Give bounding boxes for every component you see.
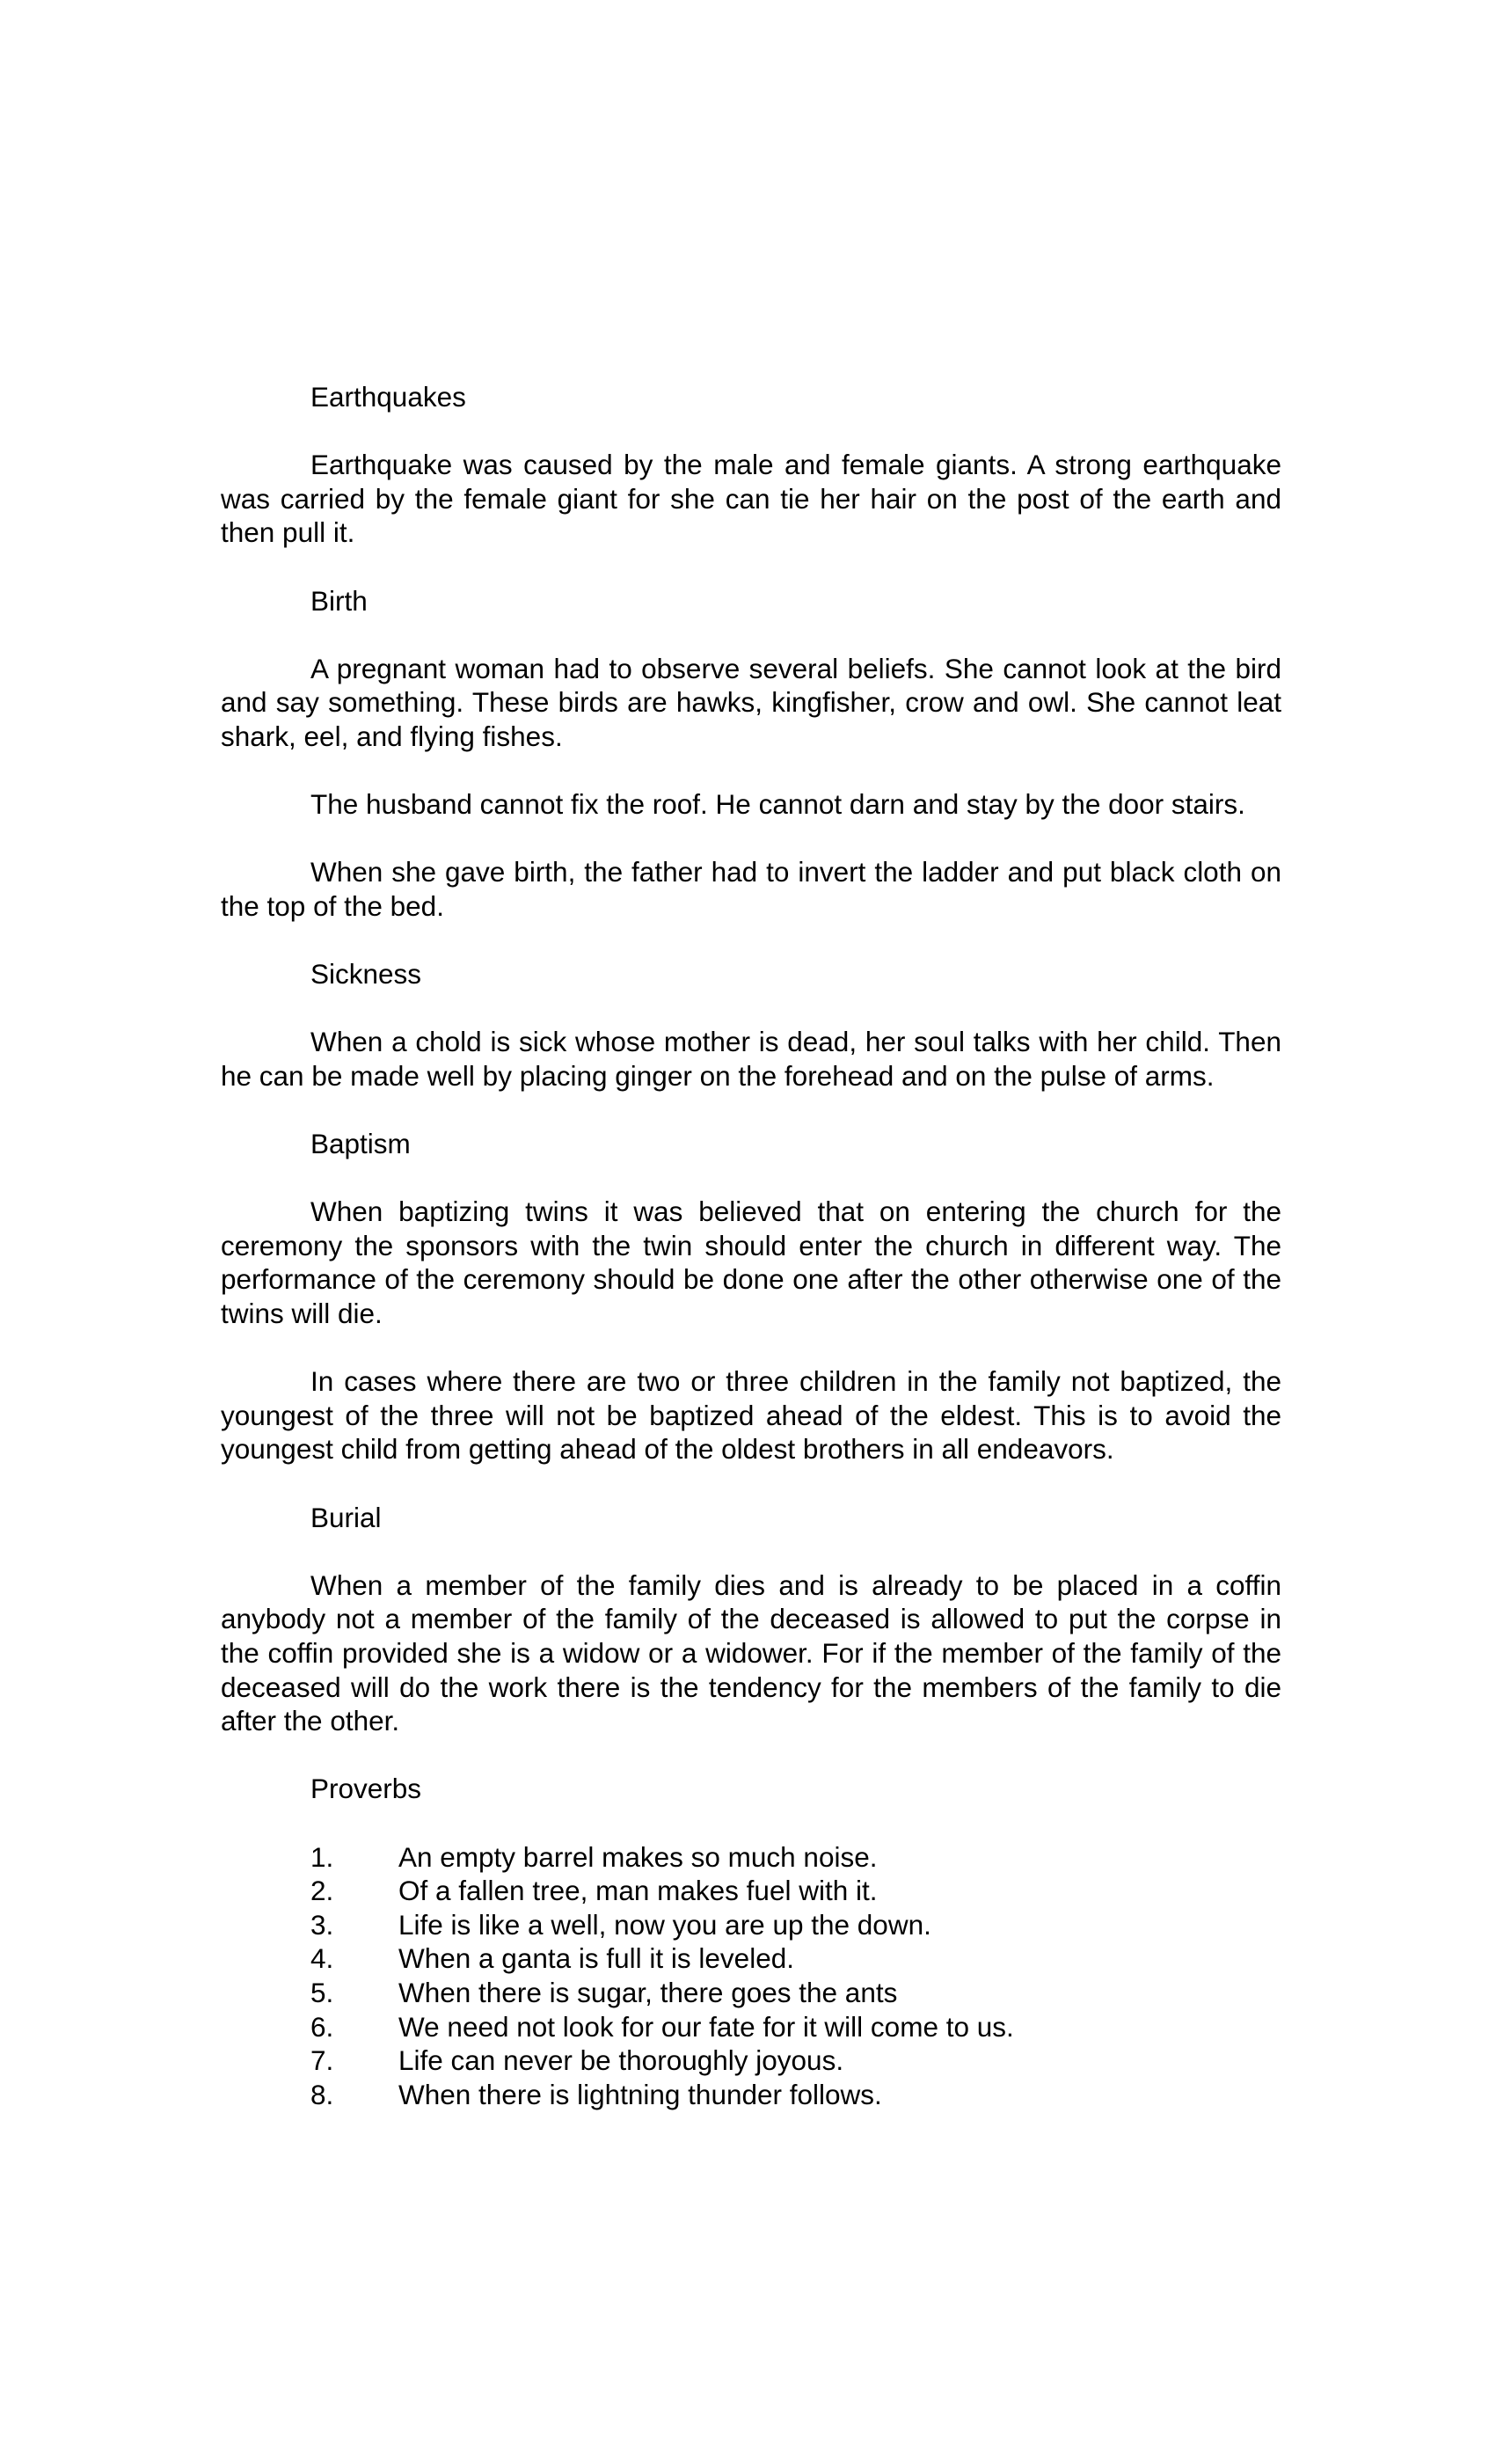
spacer bbox=[221, 1806, 1281, 1840]
list-item-text: Of a fallen tree, man makes fuel with it. bbox=[398, 1875, 878, 1907]
list-item-number: 7. bbox=[310, 2044, 334, 2077]
paragraph-birth-3: When she gave birth, the father had to invert the ladder and put black cloth on the top of the bed. bbox=[221, 856, 1281, 922]
list-item bbox=[221, 2078, 1281, 2112]
list-item-text: When a ganta is full it is leveled. bbox=[398, 1942, 794, 1975]
spacer bbox=[221, 550, 1281, 584]
list-item-number: 2. bbox=[310, 1875, 334, 1907]
spacer bbox=[221, 1738, 1281, 1773]
spacer bbox=[221, 822, 1281, 856]
list-item bbox=[221, 1941, 1281, 1976]
list-item bbox=[221, 1908, 1281, 1942]
spacer bbox=[221, 1534, 1281, 1568]
section-heading-earthquakes: Earthquakes bbox=[310, 381, 466, 413]
list-item-text: Life is like a well, now you are up the down. bbox=[398, 1908, 931, 1941]
section-heading-birth: Birth bbox=[310, 584, 368, 617]
list-item-text: Life can never be thoroughly joyous. bbox=[398, 2044, 844, 2077]
spacer bbox=[221, 924, 1281, 958]
proverbs-list bbox=[221, 1840, 1281, 2112]
list-item-number: 8. bbox=[310, 2078, 334, 2110]
spacer bbox=[221, 1331, 1281, 1365]
list-item-text: An empty barrel makes so much noise. bbox=[398, 1840, 878, 1873]
paragraph-burial-1: When a member of the family dies and is already to be placed in a coffin anybody not a member of the family of the deceased is allowed to put the corpse in the coffin provided she is a widow or a widower. For if the member of the family of the deceased will do the work there is the tendency for the members of the family to die after the other. bbox=[221, 1568, 1281, 1737]
spacer bbox=[221, 754, 1281, 788]
document-body bbox=[221, 380, 1281, 2111]
paragraph-sickness-1: When a chold is sick whose mother is dead, her soul talks with her child. Then he can be made well by placing ginger on the forehead and on the pulse of arms. bbox=[221, 1026, 1281, 1092]
list-item bbox=[221, 1840, 1281, 1875]
list-item bbox=[221, 2010, 1281, 2044]
section-heading-burial: Burial bbox=[310, 1501, 382, 1533]
paragraph-birth-2: The husband cannot fix the roof. He cannot darn and stay by the door stairs. bbox=[310, 788, 1245, 821]
list-item bbox=[221, 1874, 1281, 1908]
list-item bbox=[221, 2044, 1281, 2078]
spacer bbox=[221, 414, 1281, 449]
list-item bbox=[221, 1976, 1281, 2010]
section-heading-proverbs: Proverbs bbox=[310, 1773, 422, 1805]
list-item-text: When there is lightning thunder follows. bbox=[398, 2078, 882, 2110]
spacer bbox=[221, 1161, 1281, 1195]
spacer bbox=[221, 991, 1281, 1026]
list-item-text: When there is sugar, there goes the ants bbox=[398, 1976, 898, 2008]
list-item-text: We need not look for our fate for it will come to us. bbox=[398, 2010, 1014, 2043]
list-item-number: 4. bbox=[310, 1942, 334, 1975]
list-item-number: 6. bbox=[310, 2010, 334, 2043]
paragraph-baptism-2: In cases where there are two or three children in the family not baptized, the youngest of the three will not be baptized ahead of the eldest. This is to avoid the youngest child from getting ahead of the oldest brothers in all endeavors. bbox=[221, 1365, 1281, 1466]
section-heading-sickness: Sickness bbox=[310, 958, 422, 991]
list-item-number: 1. bbox=[310, 1840, 334, 1873]
paragraph-earthquakes-1: Earthquake was caused by the male and female giants. A strong earthquake was carried by the female giant for she can tie her hair on the post of the earth and then pull it. bbox=[221, 449, 1281, 549]
section-heading-baptism: Baptism bbox=[310, 1128, 411, 1160]
list-item-number: 3. bbox=[310, 1908, 334, 1941]
paragraph-baptism-1: When baptizing twins it was believed that on entering the church for the ceremony the sponsors with the twin should enter the church in different way. The performance of the ceremony should be done one after the other otherwise one of the twins will die. bbox=[221, 1195, 1281, 1330]
spacer bbox=[221, 1093, 1281, 1127]
list-item-number: 5. bbox=[310, 1976, 334, 2008]
paragraph-birth-1: A pregnant woman had to observe several beliefs. She cannot look at the bird and say something. These birds are hawks, kingfisher, crow and owl. She cannot leat shark, eel, and flying fishes. bbox=[221, 652, 1281, 752]
spacer bbox=[221, 1466, 1281, 1501]
spacer bbox=[221, 618, 1281, 652]
